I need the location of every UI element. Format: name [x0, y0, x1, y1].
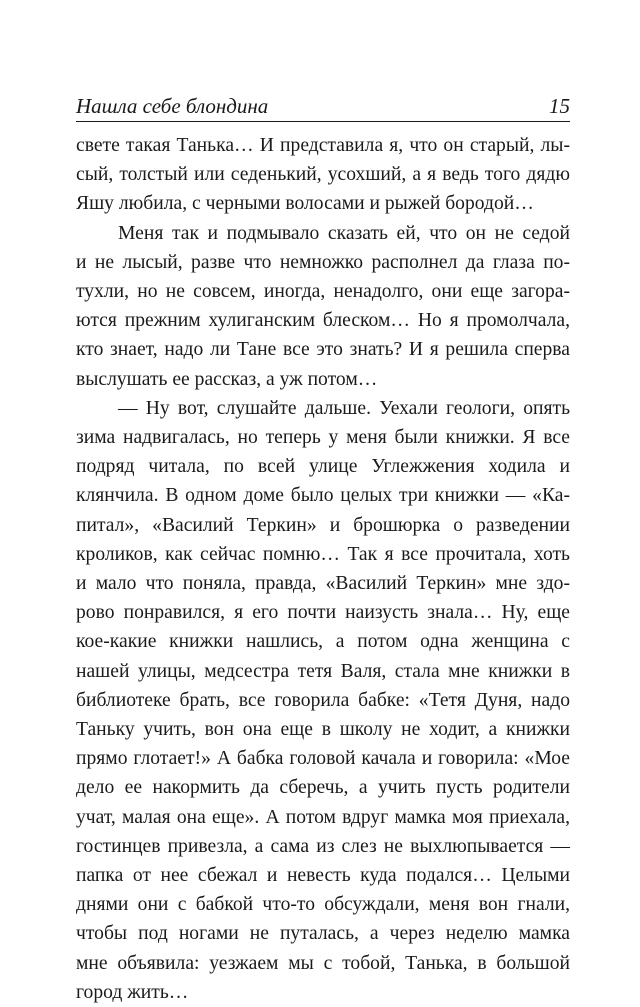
body-text [76, 131, 570, 1007]
running-header [76, 88, 570, 118]
text-line: подряд читала, по всей улице Углежжения ходила и [76, 456, 570, 478]
text-line: библиотеке брать, все говорила бабке: «Тетя Дуня, надо [76, 689, 570, 711]
text-line: мне объявила: уезжаем мы с тобой, Танька, в большой [76, 952, 570, 974]
text-line: — Ну вот, слушайте дальше. Уехали геологи, опять [118, 397, 570, 419]
page-number: 15 [549, 94, 570, 118]
text-line: папка от нее сбежал и невесть куда подался… Целыми [76, 865, 570, 887]
text-line: питал», «Василий Теркин» и брошюрка о разведении [76, 514, 570, 536]
book-title: Нашла себе блондина [76, 94, 269, 118]
text-line: Яшу любила, с черными волосами и рыжей бородой… [76, 193, 534, 215]
paragraph [76, 131, 570, 219]
text-line: город жить… [76, 981, 189, 1003]
text-line: и не лысый, разве что немножко располнел да глаза по- [76, 251, 570, 273]
text-line: гостинцев привезла, а сама из слез не выхлюпывается — [76, 835, 570, 857]
text-line: кое-какие книжки нашлись, а потом одна женщина с [76, 631, 570, 653]
text-line: ются прежним хулиганским блеском… Но я промолчала, [76, 310, 570, 332]
text-line: дело ее накормить да сберечь, а учить пусть родители [76, 777, 570, 799]
text-line: рово понравился, я его почти наизусть знала… Ну, еще [76, 602, 570, 624]
text-line: учат, малая она еще». А потом вдруг мамка моя приехала, [76, 806, 570, 828]
text-line: зима надвигалась, но теперь у меня были книжки. Я все [76, 427, 570, 449]
text-line: кто знает, надо ли Тане все это знать? И я решила сперва [76, 339, 570, 361]
paragraph [76, 219, 570, 394]
paragraph [76, 394, 570, 1007]
text-line: сый, толстый или седенький, усохший, а я ведь того дядю [76, 164, 570, 186]
text-line: клянчила. В одном доме было целых три книжки — «Ка- [76, 485, 570, 507]
text-line: нашей улицы, медсестра тетя Валя, стала мне книжки в [76, 660, 570, 682]
text-line: кроликов, как сейчас помню… Так я все прочитала, хоть [76, 543, 570, 565]
text-line: Меня так и подмывало сказать ей, что он не седой [118, 222, 570, 244]
text-line: чтобы под ногами не путалась, а через неделю мамка [76, 923, 570, 945]
text-line: прямо глотает!» А бабка головой качала и говорила: «Мое [76, 748, 570, 770]
text-line: и мало что поняла, правда, «Василий Теркин» мне здо- [76, 573, 570, 595]
book-page [76, 0, 570, 1003]
header-rule [76, 121, 570, 122]
text-line: Таньку учить, вон она еще в школу не ходит, а книжки [76, 719, 570, 741]
text-line: днями они с бабкой что-то обсуждали, меня вон гнали, [76, 894, 570, 916]
text-line: выслушать ее рассказ, а уж потом… [76, 368, 378, 390]
text-line: свете такая Танька… И представила я, что он старый, лы- [76, 135, 570, 156]
text-line: тухли, но не совсем, иногда, ненадолго, они еще загора- [76, 281, 570, 303]
